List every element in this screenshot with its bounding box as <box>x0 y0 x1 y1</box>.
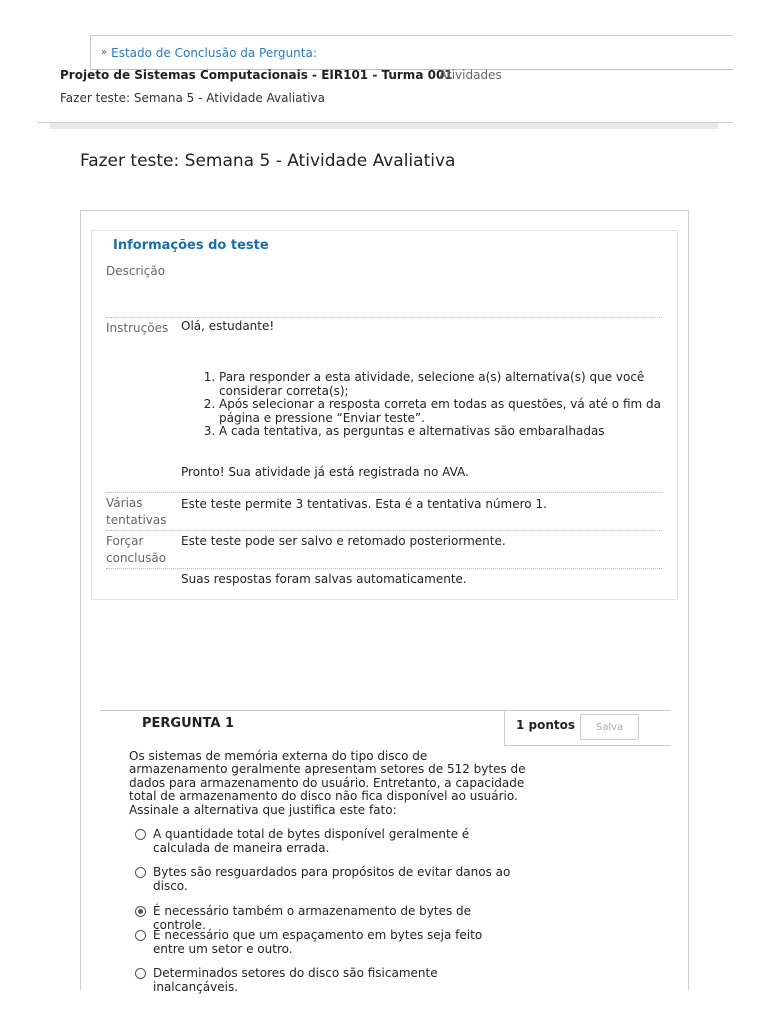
instructions-ready-note: Pronto! Sua atividade já está registrada no AVA. <box>181 465 469 479</box>
answer-option[interactable] <box>135 865 513 893</box>
double-chevron-down-icon: » <box>101 47 108 58</box>
autosave-note: Suas respostas foram salvas automaticamente. <box>181 572 467 586</box>
instruction-step: 3. A cada tentativa, as perguntas e alternativas são embaralhadas <box>219 425 689 439</box>
attempts-value: Este teste permite 3 tentativas. Esta é a tentativa número 1. <box>181 497 547 511</box>
radio-button-selected[interactable] <box>135 906 146 917</box>
radio-button[interactable] <box>135 930 146 941</box>
instructions-steps <box>181 371 689 439</box>
instruction-step: 1. Para responder a esta atividade, selecione a(s) alternativa(s) que você considerar correta(s); <box>219 371 689 398</box>
question-points: 1 pontos <box>516 718 576 732</box>
radio-button[interactable] <box>135 867 146 878</box>
answer-option[interactable] <box>135 966 513 994</box>
answer-option[interactable] <box>135 827 513 855</box>
radio-button[interactable] <box>135 968 146 979</box>
divider <box>106 568 662 569</box>
question-status-link[interactable]: Estado de Conclusão da Pergunta: <box>111 45 317 60</box>
answer-option-label[interactable]: A quantidade total de bytes disponível geralmente é calculada de maneira errada. <box>153 827 470 855</box>
breadcrumb-course[interactable]: Projeto de Sistemas Computacionais - EIR101 - Turma 001 <box>60 68 453 82</box>
attempts-label: Várias tentativas <box>106 496 167 527</box>
breadcrumb-current: Fazer teste: Semana 5 - Atividade Avaliativa <box>60 91 326 105</box>
save-answer-button[interactable]: Salva <box>580 714 639 740</box>
test-info-heading: Informações do teste <box>113 238 269 253</box>
answer-option-label[interactable]: É necessário que um espaçamento em bytes seja feito entre um setor e outro. <box>153 928 483 956</box>
divider <box>106 317 662 318</box>
radio-button[interactable] <box>135 829 146 840</box>
instruction-step: 2. Após selecionar a resposta correta em todas as questões, vá até o fim da página e pressione “Enviar teste”. <box>219 398 689 425</box>
question-text: Os sistemas de memória externa do tipo disco de armazenamento geralmente apresentam setores de 512 bytes de dados para armazenamento do usuário. Entretanto, a capacidade total de armazenamento do disco não fica disponível ao usuário. Assinale a alternativa que justifica este fato: <box>129 749 526 817</box>
divider <box>100 710 505 711</box>
instructions-greeting: Olá, estudante! <box>181 319 275 333</box>
breadcrumb-activities[interactable]: Atividades <box>439 68 502 82</box>
force-completion-value: Este teste pode ser salvo e retomado posteriormente. <box>181 534 506 548</box>
force-completion-label: Forçar conclusão <box>106 534 167 565</box>
page-title: Fazer teste: Semana 5 - Atividade Avaliativa <box>80 151 456 171</box>
question-status-bar[interactable] <box>90 35 733 70</box>
answer-option-label[interactable]: É necessário também o armazenamento de bytes de controle. <box>153 904 472 932</box>
divider <box>106 492 662 493</box>
answer-option-label[interactable]: Determinados setores do disco são fisicamente inalcançáveis. <box>153 966 438 994</box>
header-band <box>50 123 718 129</box>
instructions-label: Instruções <box>106 321 169 335</box>
answer-option[interactable] <box>135 928 513 956</box>
divider <box>106 530 662 531</box>
answer-option-label[interactable]: Bytes são resguardados para propósitos de evitar danos ao disco. <box>153 865 511 893</box>
description-label: Descrição <box>106 264 166 278</box>
question-title: PERGUNTA 1 <box>142 716 235 731</box>
